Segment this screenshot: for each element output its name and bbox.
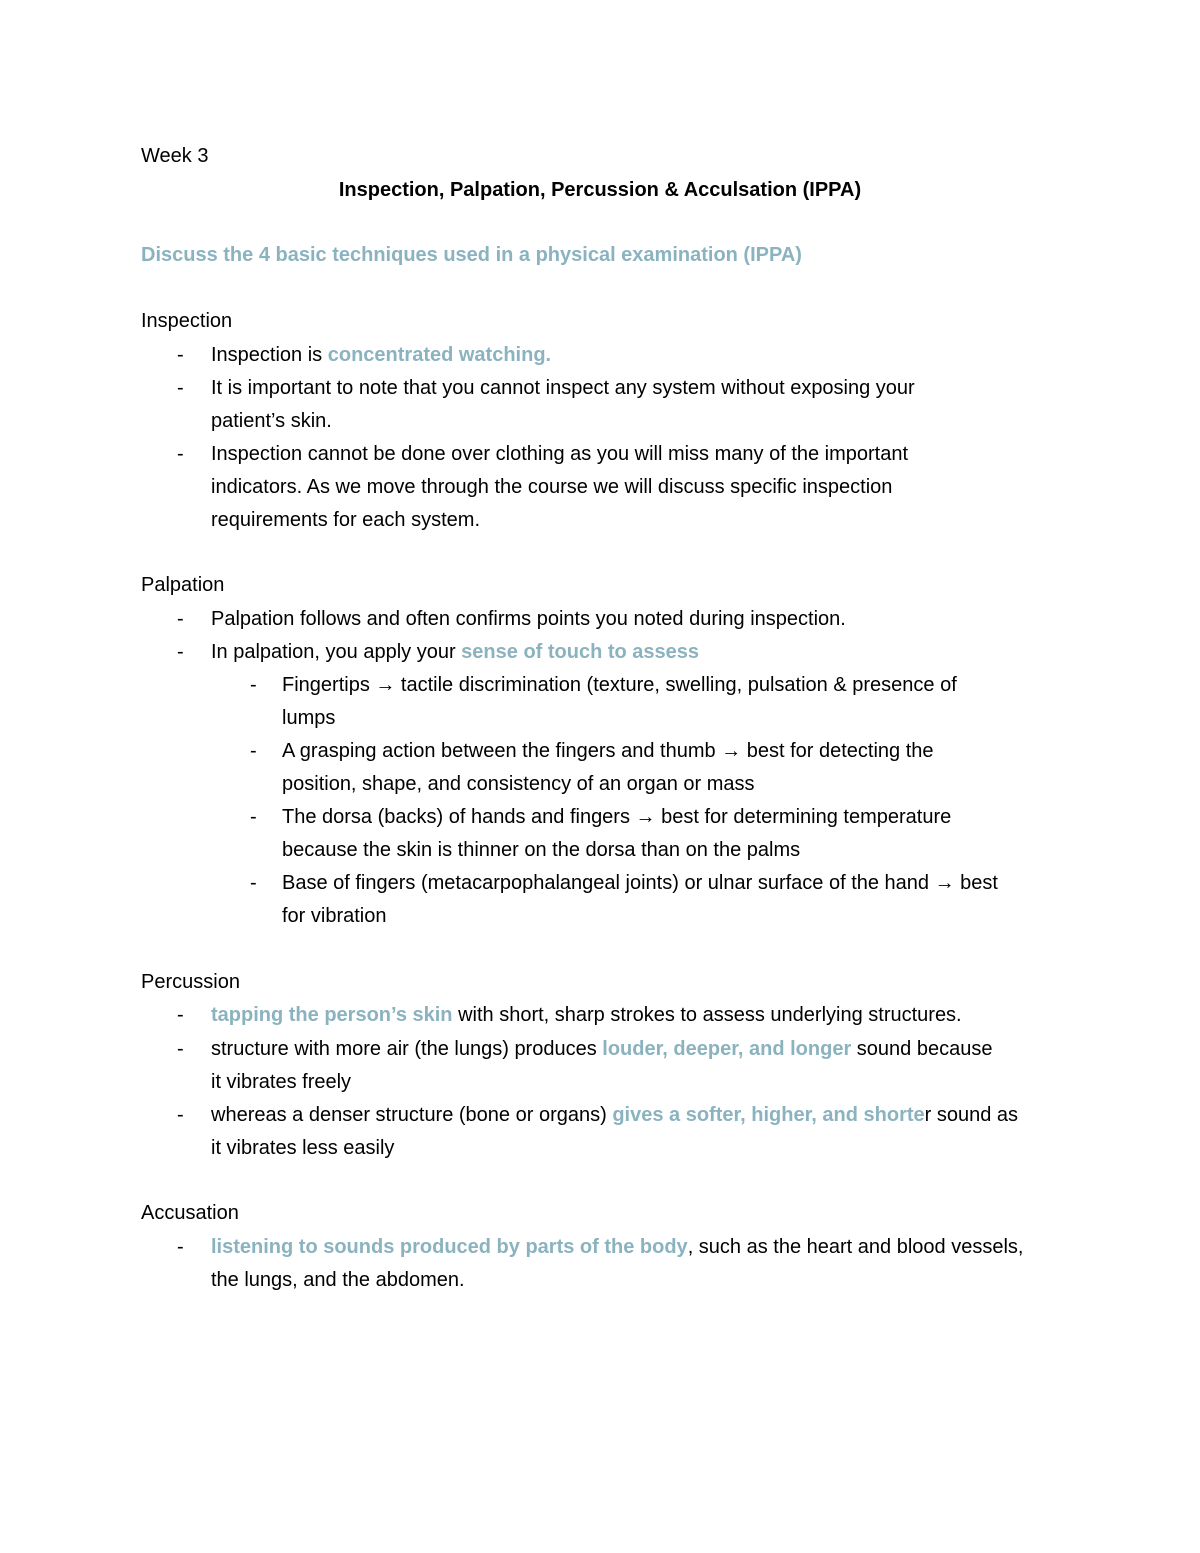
bullet-text: sound because: [851, 1038, 993, 1060]
bullet-dash: -: [250, 806, 257, 828]
inspection-bullet-2-line-2: patient’s skin.: [211, 410, 332, 432]
bullet-dash: -: [177, 641, 184, 663]
highlight-text: gives a softer, higher, and shorte: [612, 1104, 925, 1126]
inspection-bullet-3-line-3: requirements for each system.: [211, 509, 480, 531]
percussion-bullet-2-line-2: it vibrates freely: [211, 1071, 352, 1093]
bullet-dash: -: [177, 1038, 184, 1060]
inspection-bullet-3-line-2: indicators. As we move through the course we will discuss specific inspection: [211, 476, 893, 498]
bullet-dash: -: [177, 377, 184, 399]
bullet-dash: -: [177, 1236, 184, 1258]
percussion-bullet-1: [211, 1000, 962, 1030]
palpation-sub-1-line-1: Fingertips → tactile discrimination (texture, swelling, pulsation & presence of: [282, 674, 957, 696]
highlight-text: tapping the person’s skin: [211, 1004, 453, 1026]
palpation-heading: Palpation: [141, 574, 225, 596]
percussion-bullet-2-line-1: [211, 1034, 992, 1064]
palpation-sub-3-line-2: because the skin is thinner on the dorsa than on the palms: [282, 839, 801, 861]
bullet-text: with short, sharp strokes to assess underlying structures.: [452, 1004, 962, 1026]
bullet-dash: -: [177, 443, 184, 465]
accusation-bullet-1-line-2: the lungs, and the abdomen.: [211, 1269, 465, 1291]
palpation-bullet-2: [211, 637, 699, 667]
section-prompt: Discuss the 4 basic techniques used in a physical examination (IPPA): [141, 244, 802, 266]
palpation-sub-4-line-1: Base of fingers (metacarpophalangeal joints) or ulnar surface of the hand → best: [282, 872, 998, 894]
inspection-bullet-3-line-1: Inspection cannot be done over clothing as you will miss many of the important: [211, 443, 909, 465]
accusation-bullet-1-line-1: [211, 1232, 1023, 1262]
palpation-sub-3-line-1: The dorsa (backs) of hands and fingers → best for determining temperature: [282, 806, 952, 828]
percussion-bullet-3-line-1: [211, 1100, 1018, 1130]
bullet-dash: -: [250, 674, 257, 696]
bullet-text: whereas a denser structure (bone or organs): [211, 1104, 613, 1126]
highlight-text: listening to sounds produced by parts of the body: [211, 1236, 688, 1258]
inspection-bullet-1: [211, 340, 551, 370]
bullet-dash: -: [250, 872, 257, 894]
bullet-text: Inspection is: [211, 344, 328, 366]
palpation-sub-2-line-2: position, shape, and consistency of an organ or mass: [282, 773, 755, 795]
percussion-bullet-3-line-2: it vibrates less easily: [211, 1137, 395, 1159]
inspection-heading: Inspection: [141, 310, 233, 332]
bullet-text: , such as the heart and blood vessels,: [687, 1236, 1024, 1258]
palpation-sub-4-line-2: for vibration: [282, 905, 387, 927]
bullet-text: r sound as: [924, 1104, 1019, 1126]
bullet-dash: -: [177, 344, 184, 366]
accusation-heading: Accusation: [141, 1202, 239, 1224]
highlight-text: concentrated watching.: [327, 344, 552, 366]
inspection-bullet-2-line-1: It is important to note that you cannot inspect any system without exposing your: [211, 377, 915, 399]
palpation-sub-1-line-2: lumps: [282, 707, 336, 729]
palpation-sub-2-line-1: A grasping action between the fingers and thumb → best for detecting the: [282, 740, 934, 762]
palpation-bullet-1: Palpation follows and often confirms points you noted during inspection.: [211, 608, 846, 630]
document-title: Inspection, Palpation, Percussion & Acculsation (IPPA): [338, 179, 862, 201]
bullet-text: In palpation, you apply your: [211, 641, 462, 663]
highlight-text: sense of touch to assess: [461, 641, 700, 663]
bullet-text: structure with more air (the lungs) produces: [211, 1038, 603, 1060]
percussion-heading: Percussion: [141, 971, 240, 993]
bullet-dash: -: [250, 740, 257, 762]
bullet-dash: -: [177, 1104, 184, 1126]
bullet-dash: -: [177, 608, 184, 630]
highlight-text: louder, deeper, and longer: [602, 1038, 852, 1060]
bullet-dash: -: [177, 1004, 184, 1026]
week-label: Week 3: [141, 145, 209, 167]
